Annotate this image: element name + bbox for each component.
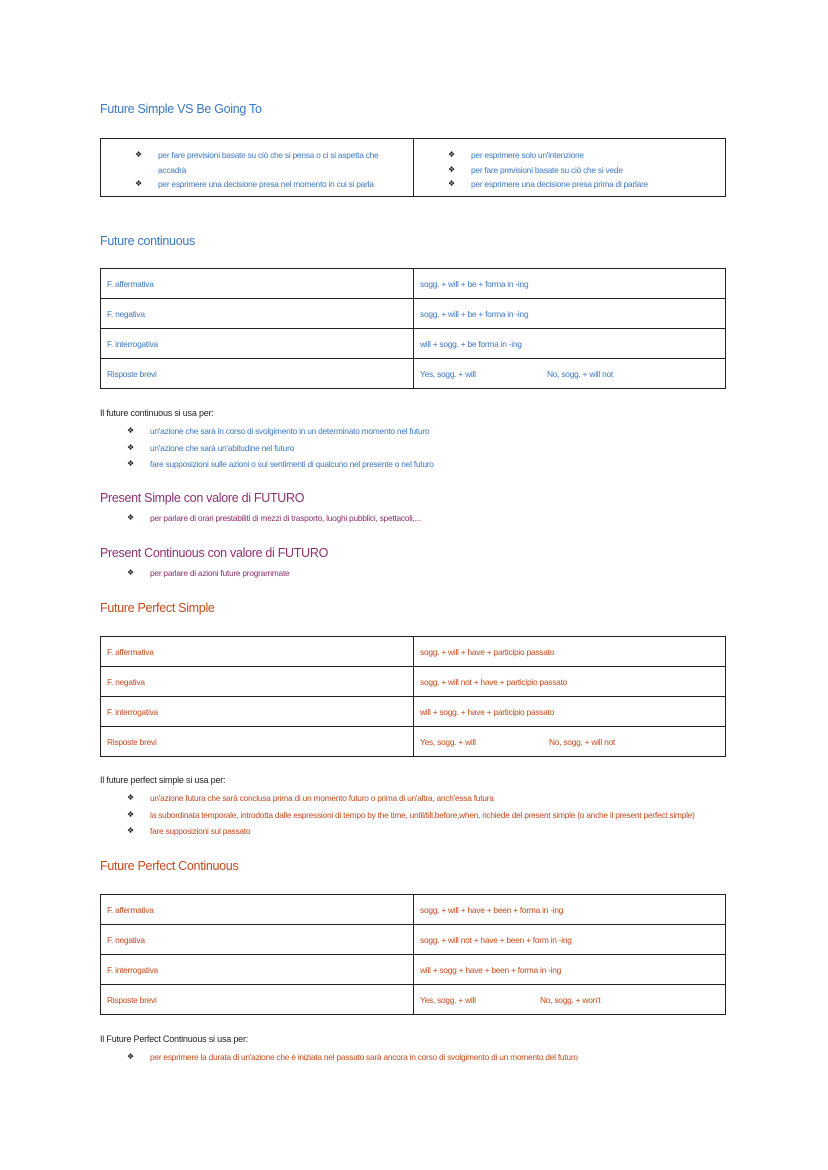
list-item	[448, 163, 648, 178]
table-cell-label: F. affermativa	[101, 895, 414, 924]
table-future-perfect-simple	[100, 636, 726, 757]
table-cell-form: sogg. + will + have + participio passato	[420, 646, 555, 657]
list-item-text: per esprimere una decisione presa prima di parlare	[471, 179, 648, 189]
usage-intro: Il future perfect simple si usa per:	[100, 775, 226, 785]
list-item	[135, 177, 378, 192]
diamond-bullet-icon: ❖	[127, 809, 134, 819]
list-item	[448, 148, 648, 163]
comparison-cell-future-simple	[101, 139, 414, 196]
list-item: ❖ la subordinata temporale, introdotta dalle espressioni di tempo by the time, until/till,before,when, richiede del present simple (o anche il present perfect simple)	[127, 809, 695, 820]
table-cell-label: F. negativa	[101, 925, 414, 954]
list-item: ❖ fare supposizioni sulle azioni o sui sentimenti di qualcuno nel presente o nel futuro	[127, 459, 434, 469]
bullet-list	[448, 148, 648, 192]
table-row	[101, 895, 725, 924]
table-cell-form: sogg. + will + be + forma in -ing	[420, 278, 529, 289]
table-cell-form-negative: No, sogg. + will not	[549, 736, 615, 747]
diamond-bullet-icon: ❖	[127, 426, 134, 435]
list-item: ❖ un'azione futura che sarà conclusa prima di un momento futuro o prima di un'altra, anch'essa futura	[127, 793, 494, 803]
diamond-bullet-icon: ❖	[127, 513, 134, 522]
table-row	[101, 954, 725, 984]
heading-future-perfect-simple: Future Perfect Simple	[100, 601, 215, 615]
table-row	[101, 637, 725, 666]
table-row	[101, 726, 725, 756]
list-item	[135, 148, 379, 177]
list-item: ❖ un'azione che sarà un'abitudine nel futuro	[127, 442, 295, 453]
table-cell-label: F. interrogativa	[101, 955, 414, 984]
diamond-bullet-icon: ❖	[448, 164, 455, 174]
usage-list	[127, 791, 695, 841]
diamond-bullet-icon: ❖	[127, 793, 134, 802]
table-cell-form: sogg. + will + be + forma in -ing	[420, 308, 529, 319]
list-item: ❖ fare supposizioni sul passato	[127, 826, 251, 836]
table-cell-label: Risposte brevi	[101, 359, 414, 388]
diamond-bullet-icon: ❖	[448, 179, 455, 188]
diamond-bullet-icon: ❖	[127, 459, 134, 468]
usage-list	[127, 1050, 578, 1067]
table-row	[101, 298, 725, 328]
heading-future-continuous: Future continuous	[100, 234, 195, 248]
table-row	[101, 924, 725, 954]
list-item: ❖ un'azione che sarà in corso di svolgimento in un determinato momento nel futuro	[127, 426, 430, 436]
usage-intro: Il Future Perfect Continuous si usa per:	[100, 1034, 249, 1044]
usage-list	[127, 566, 290, 583]
list-item: ❖ per parlare di orari prestabiliti di mezzi di trasporto, luoghi pubblici, spettacoli,...	[127, 513, 421, 523]
table-cell-form: Yes, sogg. + will No, sogg. + will not	[420, 368, 613, 379]
heading-present-continuous-future: Present Continuous con valore di FUTURO	[100, 546, 328, 560]
table-row	[101, 328, 725, 358]
table-cell-form: sogg. + will not + have + been + form in -ing	[420, 934, 572, 945]
bullet-list	[135, 148, 379, 192]
usage-list	[127, 511, 421, 528]
table-cell-label: F. negativa	[101, 667, 414, 696]
diamond-bullet-icon: ❖	[127, 826, 134, 835]
list-item-text: per fare previsioni basate su ciò che si pensa o ci si aspetta che	[158, 150, 379, 160]
table-cell-form-negative: No, sogg. + will not	[547, 368, 613, 379]
list-item-text: accadrà	[158, 164, 187, 175]
diamond-bullet-icon: ❖	[127, 568, 134, 577]
table-row	[101, 358, 725, 388]
table-cell-form: sogg. + will not + have + participio passato	[420, 676, 568, 687]
table-cell-label: F. interrogativa	[101, 329, 414, 358]
list-item-text: per esprimere solo un'intenzione	[471, 150, 584, 160]
table-cell-form: sogg. + will + have + been + forma in -ing	[420, 904, 564, 915]
table-cell-form: will + sogg. + have + participio passato	[420, 706, 555, 717]
list-item: ❖ per esprimere la durata di un'azione che è iniziata nel passato sarà ancora in corso di svolgimento di un momento del futuro	[127, 1052, 578, 1062]
usage-list	[127, 424, 434, 474]
diamond-bullet-icon: ❖	[135, 179, 142, 188]
table-future-perfect-continuous	[100, 894, 726, 1015]
table-cell-form: Yes, sogg. + will No, sogg. + will not	[420, 736, 615, 747]
list-item-text: per fare previsioni basate su ciò che si vede	[471, 164, 623, 175]
table-cell-label: F. affermativa	[101, 269, 414, 298]
table-future-continuous	[100, 268, 726, 389]
usage-intro: Il future continuous si usa per:	[100, 408, 214, 418]
table-row	[101, 269, 725, 298]
diamond-bullet-icon: ❖	[448, 150, 455, 159]
table-cell-label: F. negativa	[101, 299, 414, 328]
list-item	[448, 177, 648, 192]
heading-future-simple-vs-going-to: Future Simple VS Be Going To	[100, 102, 262, 116]
heading-future-perfect-continuous: Future Perfect Continuous	[100, 859, 239, 873]
table-cell-form: will + sogg. + be forma in -ing	[420, 338, 522, 349]
table-row	[101, 666, 725, 696]
comparison-cell-going-to	[414, 139, 725, 196]
table-cell-label: F. affermativa	[101, 637, 414, 666]
comparison-table	[100, 138, 726, 197]
table-cell-label: Risposte brevi	[101, 727, 414, 756]
table-cell-label: F. interrogativa	[101, 697, 414, 726]
diamond-bullet-icon: ❖	[127, 442, 134, 452]
table-cell-form: Yes, sogg. + will No, sogg. + won't	[420, 994, 601, 1005]
diamond-bullet-icon: ❖	[135, 150, 142, 159]
list-item-text: per esprimere una decisione presa nel momento in cui si parla	[158, 179, 374, 189]
table-row	[101, 696, 725, 726]
table-cell-label: Risposte brevi	[101, 985, 414, 1014]
diamond-bullet-icon: ❖	[127, 1052, 134, 1061]
table-cell-form-negative: No, sogg. + won't	[540, 994, 601, 1005]
table-cell-form: will + sogg + have + been + forma in -ing	[420, 964, 562, 975]
table-row	[101, 984, 725, 1014]
heading-present-simple-future: Present Simple con valore di FUTURO	[100, 491, 305, 505]
list-item: ❖ per parlare di azioni future programmate	[127, 568, 290, 578]
